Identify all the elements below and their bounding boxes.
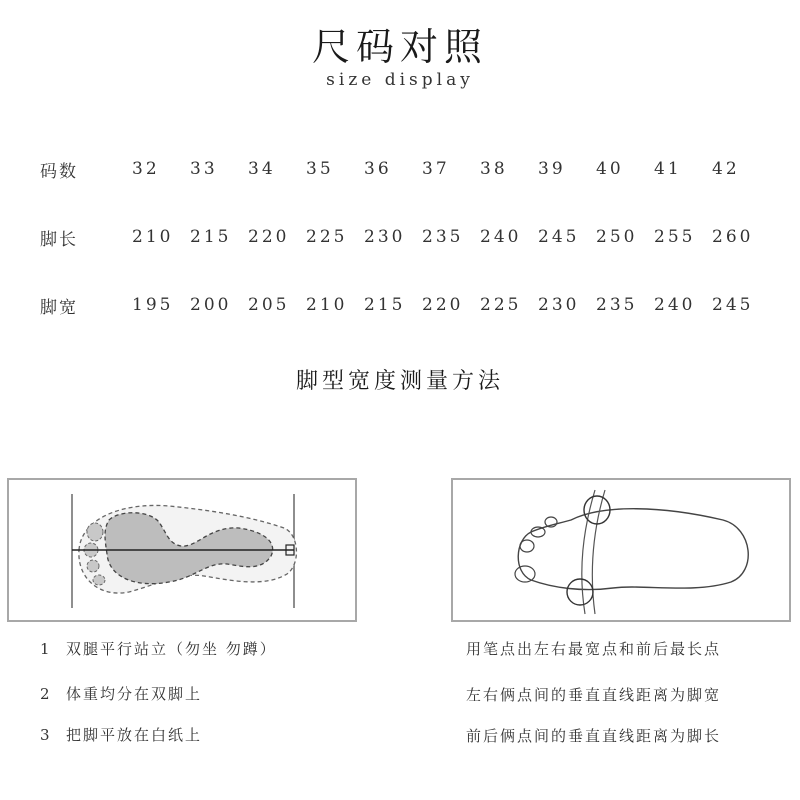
table-cell: 230 <box>364 227 406 247</box>
table-cell: 200 <box>190 295 232 315</box>
table-cell: 41 <box>654 159 682 179</box>
table-cell: 39 <box>538 159 566 179</box>
table-cell: 210 <box>306 295 348 315</box>
table-cell: 230 <box>538 295 580 315</box>
table-cell: 240 <box>654 295 696 315</box>
note-1: 用笔点出左右最宽点和前后最长点 <box>466 640 722 658</box>
table-cell: 210 <box>132 227 174 247</box>
note-3: 前后俩点间的垂直直线距离为脚长 <box>466 727 722 745</box>
row-label: 脚长 <box>40 229 78 250</box>
row-label: 脚宽 <box>40 297 78 318</box>
table-cell: 235 <box>596 295 638 315</box>
table-cell: 38 <box>480 159 508 179</box>
table-cell: 36 <box>364 159 392 179</box>
table-cell: 225 <box>480 295 522 315</box>
method-title: 脚型宽度测量方法 <box>295 369 504 394</box>
foot-width-diagram-icon <box>453 480 789 620</box>
table-cell: 235 <box>422 227 464 247</box>
step-number: 2 <box>40 685 52 703</box>
table-cell: 260 <box>712 227 754 247</box>
step-number: 1 <box>40 640 52 658</box>
table-cell: 245 <box>538 227 580 247</box>
table-cell: 195 <box>132 295 174 315</box>
step-1 <box>40 638 277 659</box>
note-2: 左右俩点间的垂直直线距离为脚宽 <box>466 686 722 704</box>
footprint-length-diagram-panel <box>7 478 357 622</box>
table-cell: 40 <box>596 159 624 179</box>
table-cell: 37 <box>422 159 450 179</box>
table-row-length <box>40 203 770 271</box>
row-label: 码数 <box>40 161 78 182</box>
page-subtitle: size display <box>326 70 474 90</box>
step-2 <box>40 683 202 704</box>
step-text: 体重均分在双脚上 <box>66 685 203 703</box>
table-cell: 250 <box>596 227 638 247</box>
step-text: 双腿平行站立（勿坐 勿蹲） <box>66 640 277 658</box>
footprint-length-diagram-icon <box>9 480 355 620</box>
table-cell: 245 <box>712 295 754 315</box>
table-cell: 220 <box>422 295 464 315</box>
table-cell: 255 <box>654 227 696 247</box>
table-cell: 220 <box>248 227 290 247</box>
table-cell: 240 <box>480 227 522 247</box>
table-cell: 215 <box>190 227 232 247</box>
page-title: 尺码对照 <box>311 25 488 69</box>
foot-width-diagram-panel <box>451 478 791 622</box>
table-cell: 215 <box>364 295 406 315</box>
size-chart-table <box>40 135 770 339</box>
table-cell: 42 <box>712 159 740 179</box>
table-cell: 35 <box>306 159 334 179</box>
table-cell: 225 <box>306 227 348 247</box>
step-3 <box>40 724 202 745</box>
step-number: 3 <box>40 726 52 744</box>
table-row-size <box>40 135 770 203</box>
step-text: 把脚平放在白纸上 <box>66 726 203 744</box>
table-row-width <box>40 271 770 339</box>
table-cell: 205 <box>248 295 290 315</box>
table-cell: 32 <box>132 159 160 179</box>
table-cell: 33 <box>190 159 218 179</box>
table-cell: 34 <box>248 159 276 179</box>
